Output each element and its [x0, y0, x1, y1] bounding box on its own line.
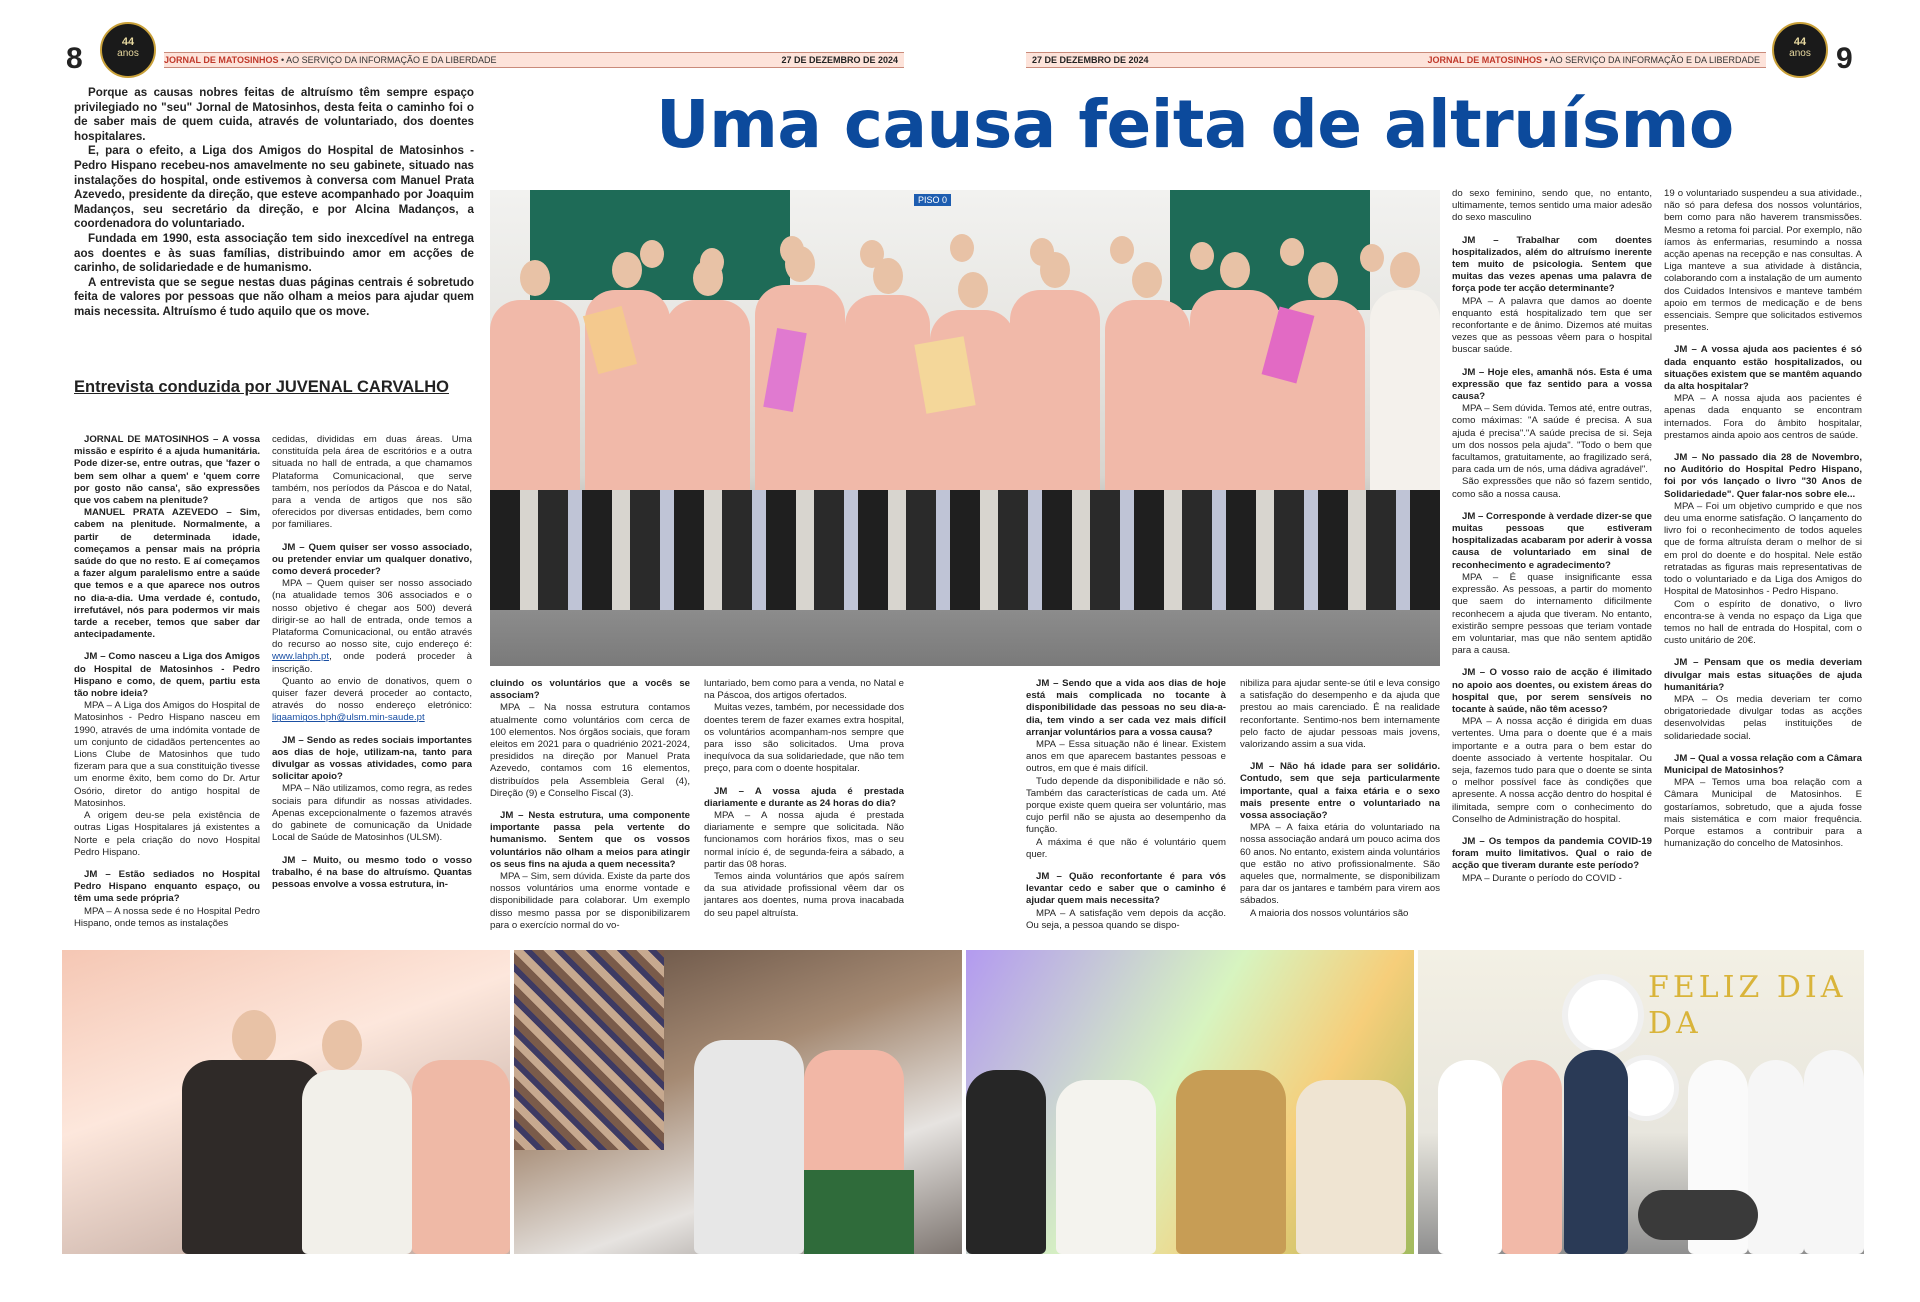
answer: Com o espírito de donativo, o livro encontra-se à venda no espaço da Liga que temos no hall de entrada do Hospital, com o custo unitário de 20€. — [1664, 598, 1862, 647]
answer: A origem deu-se pela existência de outras Ligas Hospitalares já existentes a Norte e pela criação do novo Hospital Pedro Hispano. — [74, 810, 260, 858]
pink-coat — [490, 300, 580, 500]
answer: MPA – A nossa ajuda aos pacientes é apenas dada enquanto se encontram internados. Fora do âmbito hospitalar, prestamos ainda apoio aos centros de saúde. — [1664, 393, 1862, 441]
article-column-7 — [1452, 188, 1652, 936]
answer — [272, 578, 472, 676]
person-face — [520, 260, 550, 296]
person-face — [1280, 238, 1304, 266]
site-link[interactable]: www.lahph.pt — [272, 651, 330, 663]
question: JM – Não há idade para ser solidário. Contudo, sem que seja particularmente importante, qual a faixa etária e o sexo mais presente entre o voluntariado na vossa associação? — [1240, 761, 1440, 822]
person-face — [1360, 244, 1384, 272]
question: JM – No passado dia 28 de Novembro, no Auditório do Hospital Pedro Hispano, foi por vós lançado o livro "30 Anos de Solidariedade". Quer falar-nos sobre ele... — [1664, 452, 1862, 500]
answer: Tudo depende da disponibilidade e não só. Também das características de cada um. Até porque existe quem queira ser voluntário, mas cujo perfil não se ajusta ao desempenho da função. — [1026, 775, 1226, 836]
date-right: 27 DE DEZEMBRO DE 2024 — [1032, 55, 1149, 65]
question: JM – Muito, ou mesmo todo o vosso trabalho, é na base do altruísmo. Quantas pessoas envolve a vossa estrutura, in- — [272, 854, 472, 890]
question: JM – Hoje eles, amanhã nós. Esta é uma expressão que faz sentido para a vossa causa? — [1452, 366, 1652, 403]
question: JM – Sendo as redes sociais importantes aos dias de hoje, utilizam-na, tanto para divulgar as vossas atividades, como para solicitar apoio? — [272, 734, 472, 783]
person-face — [1220, 252, 1250, 288]
answer: MPA – A satisfação vem depois da acção. Ou seja, a pessoa quando se dispo- — [1026, 907, 1226, 931]
question: JM – Quão reconfortante é para vós levantar cedo e saber que o caminho é ajudar quem mais necessita? — [1026, 871, 1226, 907]
answer: Muitas vezes, também, por necessidade dos doentes terem de fazer exames extra hospital, os voluntários acompanham-nos sempre que para isso são solicitados. Uma prova inequívoca da sua solidariedade, que não tem preço, para com o doente hospitalar. — [704, 702, 904, 775]
white-coat — [1370, 290, 1440, 500]
answer-text: Quanto ao envio de donativos, quem o quiser fazer deverá proceder ao contacto, através do nosso endereço eletrónico: — [272, 675, 472, 712]
article-column-6 — [1240, 678, 1440, 936]
pink-coat — [665, 300, 750, 500]
lead-paragraph: Fundada em 1990, esta associação tem sido inexcedível na entrega aos doentes e às suas famílias, distribuindo amor em acções de carinho, de solidariedade e de humanismo. — [74, 231, 474, 275]
white-uniform — [1804, 1050, 1864, 1254]
answer: MPA – A Liga dos Amigos do Hospital de Matosinhos - Pedro Hispano nasceu em 1990, através de uma indómita vontade de um conjunto de cidadãos pertencentes ao Lions Clube de Matosinhos que tudo fizeram para que a sua constituição tivesse um enorme êxito, bem como do Dr. Artur Osório, diretor do antigo hospital de Matosinhos. — [74, 700, 260, 809]
patterned-sweater — [1176, 1070, 1286, 1254]
pink-coat — [1105, 300, 1190, 500]
person-face — [785, 246, 815, 282]
question: JM – Corresponde à verdade dizer-se que muitas pessoas que estiveram hospitalizadas acabaram por aderir à vossa causa de voluntariado em sinal de reconhecimento e agradecimento? — [1452, 510, 1652, 571]
floor-sign: PISO 0 — [914, 194, 951, 206]
tagline-right: • AO SERVIÇO DA INFORMAÇÃO E DA LIBERDADE — [1541, 55, 1760, 65]
lead-intro — [74, 86, 474, 320]
photo-feliz-dia — [1418, 950, 1864, 1254]
answer: do sexo feminino, sendo que, no entanto, ultimamente, temos sentido uma maior adesão do sexo masculino — [1452, 188, 1652, 224]
photo-ceremony — [966, 950, 1414, 1254]
person-face — [232, 1010, 276, 1064]
white-uniform — [1438, 1060, 1502, 1254]
question: JM – Nesta estrutura, uma componente importante passa pela vertente do humanismo. Sentem que os vossos voluntários não olham a meios para atingir os seus fins na ajuda a quem necessita? — [490, 810, 690, 870]
paper-flower — [1568, 980, 1638, 1050]
pink-coat — [1190, 290, 1280, 500]
left-page-number: 8 — [66, 42, 83, 75]
answer-text: MANUEL PRATA AZEVEDO – Sim, cabem na plenitude. Normalmente, a partir de determinada idade, começamos a pensar mais na própria saúde do que no resto. E aí começamos a fazer algum paralelismo entre a saúde que temos e a que aparece nos outros no dia-a-dia. Uma verdade é, contudo, irrefutável, nós para podermos vir mais tarde a receber, temos que saber dar antecipadamente. — [74, 507, 260, 641]
question: JM – A vossa ajuda aos pacientes é só dada enquanto estão hospitalizados, ou situações existem que se mantêm aquando da alta hospitalar? — [1664, 344, 1862, 393]
answer: MPA – Não utilizamos, como regra, as redes sociais para difundir as nossas atividades. Apenas excepcionalmente o fazemos através do gabinete de comunicação da Unidade Local de Saúde de Matosinhos (ULSM). — [272, 783, 472, 844]
answer: Temos ainda voluntários que após saírem da sua atividade profissional vêem dar os jantares aos doentes, numa prova inacabada do seu papel altruísta. — [704, 871, 904, 919]
baby-cribs — [1638, 1190, 1758, 1240]
answer: MPA – A palavra que damos ao doente enquanto está hospitalizado tem que ser reconfortante e de ânimo. Dizemos até muitas vezes que as pessoas vêem para o hospital buscar saúde. — [1452, 295, 1652, 356]
question: JM – Estão sediados no Hospital Pedro Hispano enquanto espaço, ou têm uma sede própria? — [74, 868, 260, 905]
photo-shop-counter — [514, 950, 962, 1254]
badge-number: 44 — [121, 36, 135, 48]
photo-wall — [514, 950, 664, 1150]
feliz-dia-banner: FELIZ DIA DA — [1648, 970, 1847, 1041]
green-tablecloth — [804, 1170, 914, 1254]
question: JM – Qual a vossa relação com a Câmara Municipal de Matosinhos? — [1664, 752, 1862, 776]
person-face — [1390, 252, 1420, 288]
answer: 19 o voluntariado suspendeu a sua atividade., não só para defesa dos nossos voluntários, bem como para não haverem transmissões. Mesmo a retoma foi parcial. Por exemplo, não íamos às enfermarias, resumindo a nossa acção apenas na recepção e nas consultas. A Liga manteve a sua atividade à distância, colaborando com a instalação de um aumento dos Cuidados Intensivos e manteve também apoio em termos de medicação e de bens essenciais. Sempre que solicitados estivemos presentes. — [1664, 188, 1862, 334]
question: cluindo os voluntários que a vocês se associam? — [490, 678, 690, 702]
answer: A máxima é que não é voluntário quem quer. — [1026, 836, 1226, 860]
person-face — [950, 234, 974, 262]
answer-text: MPA – Quem quiser ser nosso associado (na atualidade temos 306 associados e o nosso objetivo é chegar aos 500) deverá dirigir-se ao hall de entrada, onde temos a Plataforma Comunicacional, ou então através do recurso ao nosso site, cujo endereço é: — [272, 578, 472, 651]
badge-word-right: anos — [1789, 48, 1811, 59]
pink-coat — [1010, 290, 1100, 500]
anniversary-badge-right — [1772, 22, 1828, 78]
anniversary-badge-left — [100, 22, 156, 78]
tagline: • AO SERVIÇO DA INFORMAÇÃO E DA LIBERDADE — [278, 55, 497, 65]
question: JM – Pensam que os media deveriam divulgar mais estas situações de ajuda humanitária? — [1664, 657, 1862, 693]
dark-suit — [182, 1060, 322, 1254]
dark-suit — [966, 1070, 1046, 1254]
header-bar-right — [1026, 52, 1766, 68]
person-face — [1040, 252, 1070, 288]
question: JM – Trabalhar com doentes hospitalizados, além do altruísmo inerente tem muito de psicologia. Sentem que muitas das vezes apenas uma palavra de força pode ter acção determinante? — [1452, 234, 1652, 295]
answer: MPA – Na nossa estrutura contamos atualmente como voluntários com cerca de 100 elementos. Nos órgãos sociais, que foram eleitos em 2021 para o quadriénio 2021-2024, presididos na direção por Manuel Prata Azevedo, contamos com 16 elementos, distribuídos pela Assembleia Geral (4), Direção (9) e Conselho Fiscal (3). — [490, 702, 690, 799]
answer: A maioria dos nossos voluntários são — [1250, 907, 1409, 919]
lead-paragraph: A entrevista que se segue nestas duas páginas centrais é sobretudo feita de valores por pessoas que não olham a meios para ajudar quem mais necessita. Altruísmo é tudo aquilo que os move. — [74, 275, 474, 318]
dark-vest — [1564, 1050, 1628, 1254]
answer: MPA – Os media deveriam ter como obrigatoriedade divulgar todas as acções desenvolvidas pelas instituições de solidariedade social. — [1664, 693, 1862, 742]
article-column-4 — [704, 678, 904, 936]
light-coat — [302, 1070, 412, 1254]
email-link[interactable]: ligaamigos.hph@ulsm.min-saude.pt — [272, 712, 425, 724]
badge-word: anos — [117, 48, 139, 59]
answer: MPA – A faixa etária do voluntariado na nossa associação andará um pouco acima dos 60 anos. No entanto, existem ainda voluntários que estão no ativo profissionalmente. São aqueles que, normalmente, se disponibilizam para dar os jantares e também para virem aos sábados. — [1240, 822, 1440, 907]
answer: MPA – A nossa ajuda é prestada diariamente e sempre que solicitada. Não funcionamos com horários fixos, mas o seu normal início é, de segunda-feira a sábado, a partir das 08 horas. — [704, 810, 904, 870]
byline: Entrevista conduzida por JUVENAL CARVALHO — [74, 378, 449, 396]
white-coat — [694, 1040, 804, 1254]
question: JM – Como nasceu a Liga dos Amigos do Hospital de Matosinhos - Pedro Hispano e como, de quem, partiu esta tão nobre ideia? — [74, 651, 260, 700]
person-face — [873, 258, 903, 294]
white-coat — [1056, 1080, 1156, 1254]
answer: MPA – Sim, sem dúvida. Existe da parte dos nossos voluntários uma enorme vontade e disponibilidade para colaborar. Um exemplo disso mesmo passa por se disponibilizarem para o exercício normal do vo- — [490, 871, 690, 931]
date-left: 27 DE DEZEMBRO DE 2024 — [781, 55, 898, 65]
legs-row — [490, 490, 1440, 610]
person-face — [958, 272, 988, 308]
answer-text: , onde poderá proceder à inscrição. — [272, 651, 472, 675]
question: JM – O vosso raio de acção é ilimitado no apoio aos doentes, ou existem áreas do hospital que, por serem sensíveis no tocante à saúde, não têm acesso? — [1452, 667, 1652, 715]
question: JM – Sendo que a vida aos dias de hoje está mais complicada no tocante à disponibilidade das pessoas no seu dia-a-dia, tem vindo a ser cada vez mais difícil arranjar voluntários para a vossa causa? — [1026, 678, 1226, 738]
white-uniform — [1748, 1060, 1804, 1254]
person-face — [612, 252, 642, 288]
pink-coat — [412, 1060, 510, 1254]
answer: MPA – A nossa sede é no Hospital Pedro Hispano, onde temos as instalações — [74, 905, 260, 929]
person-face — [1308, 262, 1338, 298]
right-page-number: 9 — [1836, 42, 1853, 75]
answer: nibiliza para ajudar sente-se útil e leva consigo a satisfação do desempenho e da ajuda que prestou ao mais carenciado. É na realidade reconfortante. Sentimo-nos bem internamente pelo facto de ajudar pessoas mais jovens, valorizando assim a sua vida. — [1240, 678, 1440, 751]
badge-number-right: 44 — [1793, 36, 1807, 48]
answer: MPA – Foi um objetivo cumprido e que nos deu uma enorme satisfação. O lançamento do livro foi o reconhecimento de todos aqueles que de forma altruísta deram o melhor de si em prol do doente e do hospital. Nele estão retratadas as figuras mais representativas de todo o voluntariado e da Liga dos Amigos do Hospital de Matosinhos - Pedro Hispano. — [1664, 500, 1862, 598]
question: JM – A vossa ajuda é prestada diariamente e durante as 24 horas do dia? — [704, 785, 904, 809]
header-bar-left — [164, 52, 904, 68]
photo-embrace — [62, 950, 510, 1254]
answer: MPA – É quase insignificante essa expressão. As pessoas, a partir do momento que saem do internamento dificilmente reconhecem a ajuda que tiveram. No entanto, existirão sempre pessoas que teriam vontade em voluntariar, mas que não sentem aptidão para a causa. — [1452, 571, 1652, 657]
article-column-8 — [1664, 188, 1862, 936]
article-column-1 — [74, 434, 260, 934]
person-face — [693, 260, 723, 296]
answer: MPA – Sem dúvida. Temos até, entre outras, como máximas: "A saúde é precisa. A sua ajuda é precisa"."A saúde precisa de si. Seja um dos nossos pela ajuda". "Todo o bem que facultamos, gratuitamente, ao fragilizado será, para cada um de nós, uma dádiva agradável". — [1452, 403, 1652, 476]
answer: MPA – A nossa acção é dirigida em duas vertentes. Uma para o doente que é a mais importante e a outra para o bem estar do doente associado à vertente hospitalar. Ou seja, fazemos tudo para que o doente se sinta o melhor possível face às condições que apresente. A nossa acção dentro do hospital é ilimitada, sempre com o conhecimento do Conselho de Administração do hospital. — [1452, 716, 1652, 825]
paper-name-right: JORNAL DE MATOSINHOS — [1427, 55, 1542, 65]
pink-coat — [845, 295, 930, 500]
headline: Uma causa feita de altruísmo — [656, 86, 1734, 163]
article-column-2 — [272, 434, 472, 934]
light-coat — [1296, 1080, 1406, 1254]
answer — [272, 676, 472, 725]
answer: MPA – Essa situação não é linear. Existem anos em que aparecem bastantes pessoas e outros, em que é mais difícil. — [1026, 739, 1226, 775]
answer: MPA – Durante o período do COVID - — [1462, 872, 1622, 884]
answer: cedidas, divididas em duas áreas. Uma constituída pela área de escritórios e a outra situada no hall de entrada, a que chamamos Plataforma Comunicacional, que serve também, nos períodos da Páscoa e do Natal, para a venda de artigos que nos são oferecidos por diversas entidades, bem como por familiares. — [272, 434, 472, 531]
group-photo — [490, 190, 1440, 666]
article-column-3 — [490, 678, 690, 936]
person-face — [640, 240, 664, 268]
question: JM – Os tempos da pandemia COVID-19 foram muito limitativos. Qual o raio de acção que tiveram durante este período? — [1452, 835, 1652, 872]
lead-paragraph: E, para o efeito, a Liga dos Amigos do Hospital de Matosinhos - Pedro Hispano recebeu-nos amavelmente no seu gabinete, situado nas instalações do hospital, onde estivemos à conversa com Manuel Prata Azevedo, presidente da direção, que esteve acompanhado por Joaquim Madanços, seu secretário da direção, e por Alcina Madanços, a coordenadora do voluntariado. — [74, 144, 474, 231]
question: JORNAL DE MATOSINHOS – A vossa missão e espírito é a ajuda humanitária. Pode dizer-se, entre outras, que 'fazer o bem sem olhar a quem' e 'quem corre por gosto não cansa', são expressões que vos cabem na plenitude? — [74, 434, 260, 507]
answer — [74, 507, 260, 641]
pink-coat — [1502, 1060, 1562, 1254]
answer: São expressões que não só fazem sentido, como são a nossa causa. — [1452, 476, 1652, 500]
lead-paragraph: Porque as causas nobres feitas de altruísmo têm sempre espaço privilegiado no "seu" Jornal de Matosinhos, desta feita o caminho foi o de saber mais de quem cuida, através de voluntariado, dos doentes hospitalares. — [74, 86, 474, 143]
person-face — [1132, 262, 1162, 298]
person-face — [1110, 236, 1134, 264]
article-column-5 — [1026, 678, 1226, 936]
answer: luntariado, bem como para a venda, no Natal e na Páscoa, dos artigos ofertados. — [704, 678, 904, 702]
paper-name: JORNAL DE MATOSINHOS — [164, 55, 279, 65]
person-face — [322, 1020, 362, 1070]
question: JM – Quem quiser ser vosso associado, ou pretender enviar um qualquer donativo, como deverá proceder? — [272, 541, 472, 578]
answer: MPA – Temos uma boa relação com a Câmara Municipal de Matosinhos. E gostaríamos, sobretudo, que a ajuda fosse mais sistemática e com maior frequência. Porque estamos a contribuir para a humanização do concelho de Matosinhos. — [1664, 777, 1862, 850]
person-face — [1190, 242, 1214, 270]
